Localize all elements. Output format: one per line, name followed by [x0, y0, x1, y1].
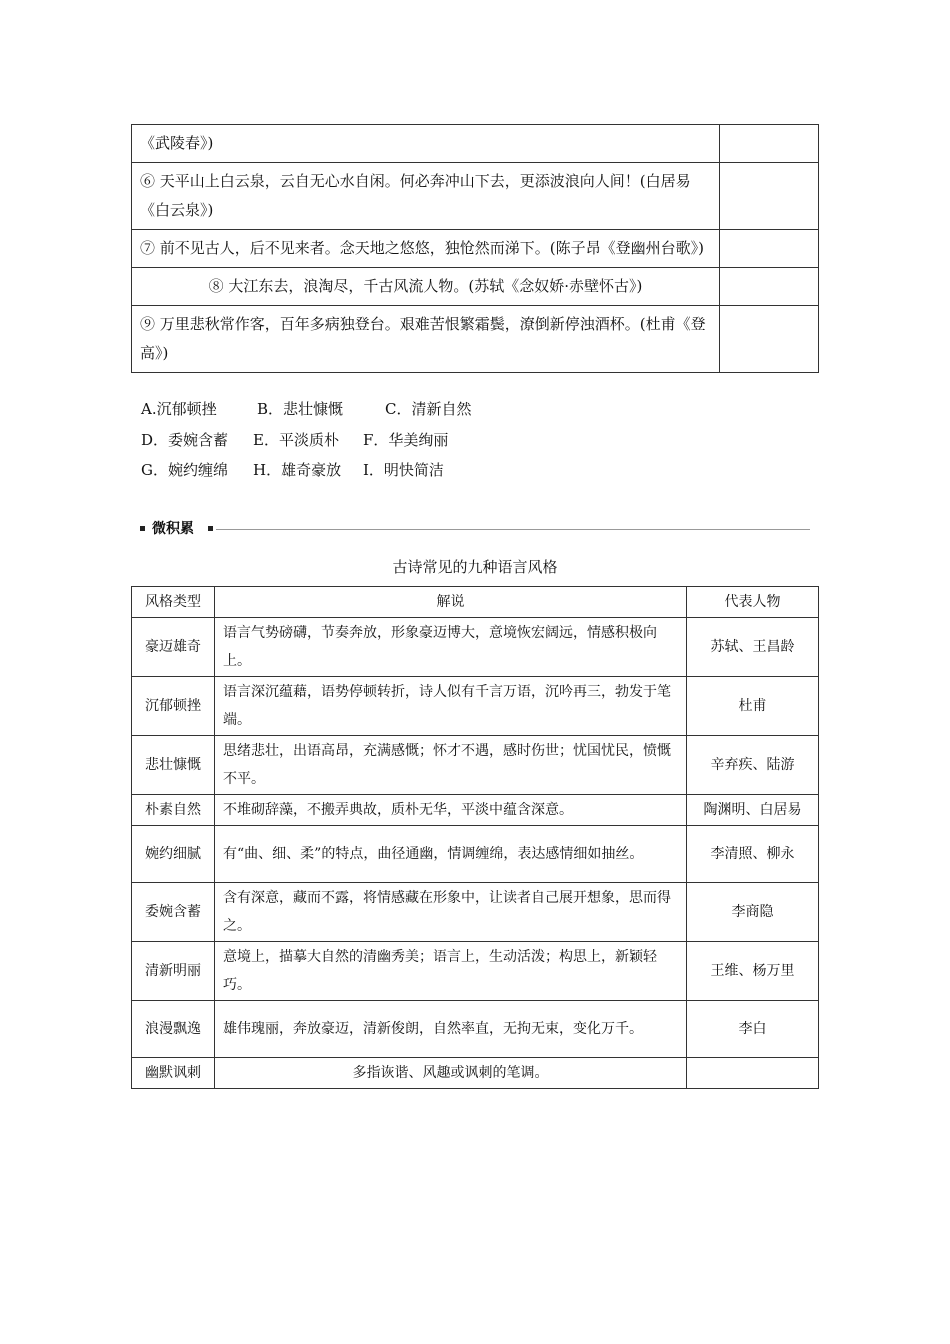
bullet-square-icon: [140, 526, 145, 531]
option-f: F．华美绚丽: [363, 430, 449, 449]
header-cell-type: 风格类型: [132, 587, 215, 618]
section-title: 微积累: [152, 521, 194, 537]
style-type-cell: 沉郁顿挫: [132, 677, 215, 736]
style-type-cell: 悲壮慷慨: [132, 736, 215, 795]
style-type-cell: 朴素自然: [132, 795, 215, 826]
style-people-cell: 辛弃疾、陆游: [687, 736, 819, 795]
table-row: [132, 826, 819, 883]
poem-cell: ⑥ 天平山上白云泉，云自无心水自闲。何必奔冲山下去，更添波浪向人间！(白居易《白云泉》): [132, 163, 720, 230]
style-type-cell: 清新明丽: [132, 942, 215, 1001]
option-a: A.沉郁顿挫: [141, 400, 217, 418]
answer-cell: [720, 230, 819, 268]
table-row: [132, 677, 819, 736]
table-row: [132, 942, 819, 1001]
table-caption: 古诗常见的九种语言风格: [392, 558, 558, 576]
options-row: [141, 455, 471, 486]
style-people-cell: 陶渊明、白居易: [687, 795, 819, 826]
option-g: G．婉约缠绵: [141, 461, 228, 479]
option-d: D．委婉含蓄: [141, 430, 229, 449]
style-people-cell: 李白: [687, 1001, 819, 1058]
style-desc-cell: 思绪悲壮，出语高昂，充满感慨；怀才不遇，感时伤世；忧国忧民，愤慨不平。: [215, 736, 687, 795]
style-desc-cell: 多指诙谐、风趣或讽刺的笔调。: [215, 1058, 687, 1089]
styles-table: [131, 586, 819, 1089]
style-people-cell: 王维、杨万里: [687, 942, 819, 1001]
option-h: H．雄奇豪放: [253, 461, 342, 479]
options-row: [141, 425, 471, 456]
style-type-cell: 婉约细腻: [132, 826, 215, 883]
answer-cell: [720, 125, 819, 163]
table-row: [132, 1001, 819, 1058]
style-people-cell: 李清照、柳永: [687, 826, 819, 883]
options-row: [141, 394, 471, 425]
bullet-square-icon: [208, 526, 213, 531]
style-desc-cell: 雄伟瑰丽，奔放豪迈，清新俊朗，自然率直，无拘无束，变化万千。: [215, 1001, 687, 1058]
table-row: [132, 306, 819, 373]
style-type-cell: 幽默讽刺: [132, 1058, 215, 1089]
option-i: I．明快简洁: [363, 461, 444, 479]
style-desc-cell: 语言深沉蕴藉，语势停顿转折，诗人似有千言万语，沉吟再三，勃发于笔端。: [215, 677, 687, 736]
answer-cell: [720, 268, 819, 306]
style-people-cell: 苏轼、王昌龄: [687, 618, 819, 677]
poem-cell: 《武陵春》): [132, 125, 720, 163]
exercise-table: [131, 124, 819, 373]
option-c: C．清新自然: [385, 400, 472, 418]
table-row: [132, 268, 819, 306]
answer-options: [141, 394, 471, 486]
poem-cell: ⑦ 前不见古人，后不见来者。念天地之悠悠，独怆然而涕下。(陈子昂《登幽州台歌》): [132, 230, 720, 268]
table-header-row: [132, 587, 819, 618]
style-people-cell: 李商隐: [687, 883, 819, 942]
section-divider: [216, 529, 810, 530]
poem-cell: ⑨ 万里悲秋常作客，百年多病独登台。艰难苦恨繁霜鬓，潦倒新停浊酒杯。(杜甫《登高》): [132, 306, 720, 373]
style-type-cell: 豪迈雄奇: [132, 618, 215, 677]
style-desc-cell: 不堆砌辞藻，不搬弄典故，质朴无华，平淡中蕴含深意。: [215, 795, 687, 826]
style-desc-cell: 意境上，描摹大自然的清幽秀美；语言上，生动活泼；构思上，新颖轻巧。: [215, 942, 687, 1001]
table-row: [132, 163, 819, 230]
table-row: [132, 795, 819, 826]
style-type-cell: 委婉含蓄: [132, 883, 215, 942]
section-header: [140, 519, 810, 539]
table-row: [132, 230, 819, 268]
header-cell-desc: 解说: [215, 587, 687, 618]
table-row: [132, 883, 819, 942]
answer-cell: [720, 306, 819, 373]
table-row: [132, 125, 819, 163]
style-type-cell: 浪漫飘逸: [132, 1001, 215, 1058]
table-row: [132, 618, 819, 677]
table-row: [132, 736, 819, 795]
table-row: [132, 1058, 819, 1089]
style-desc-cell: 语言气势磅礴，节奏奔放，形象豪迈博大，意境恢宏阔远，情感积极向上。: [215, 618, 687, 677]
style-desc-cell: 有“曲、细、柔”的特点，曲径通幽，情调缠绵，表达感情细如抽丝。: [215, 826, 687, 883]
answer-cell: [720, 163, 819, 230]
style-people-cell: [687, 1058, 819, 1089]
option-e: E．平淡质朴: [253, 430, 339, 449]
style-desc-cell: 含有深意，藏而不露，将情感藏在形象中，让读者自己展开想象，思而得之。: [215, 883, 687, 942]
poem-cell: ⑧ 大江东去，浪淘尽，千古风流人物。(苏轼《念奴娇·赤壁怀古》): [132, 268, 720, 306]
style-people-cell: 杜甫: [687, 677, 819, 736]
option-b: B．悲壮慷慨: [257, 400, 344, 418]
header-cell-people: 代表人物: [687, 587, 819, 618]
